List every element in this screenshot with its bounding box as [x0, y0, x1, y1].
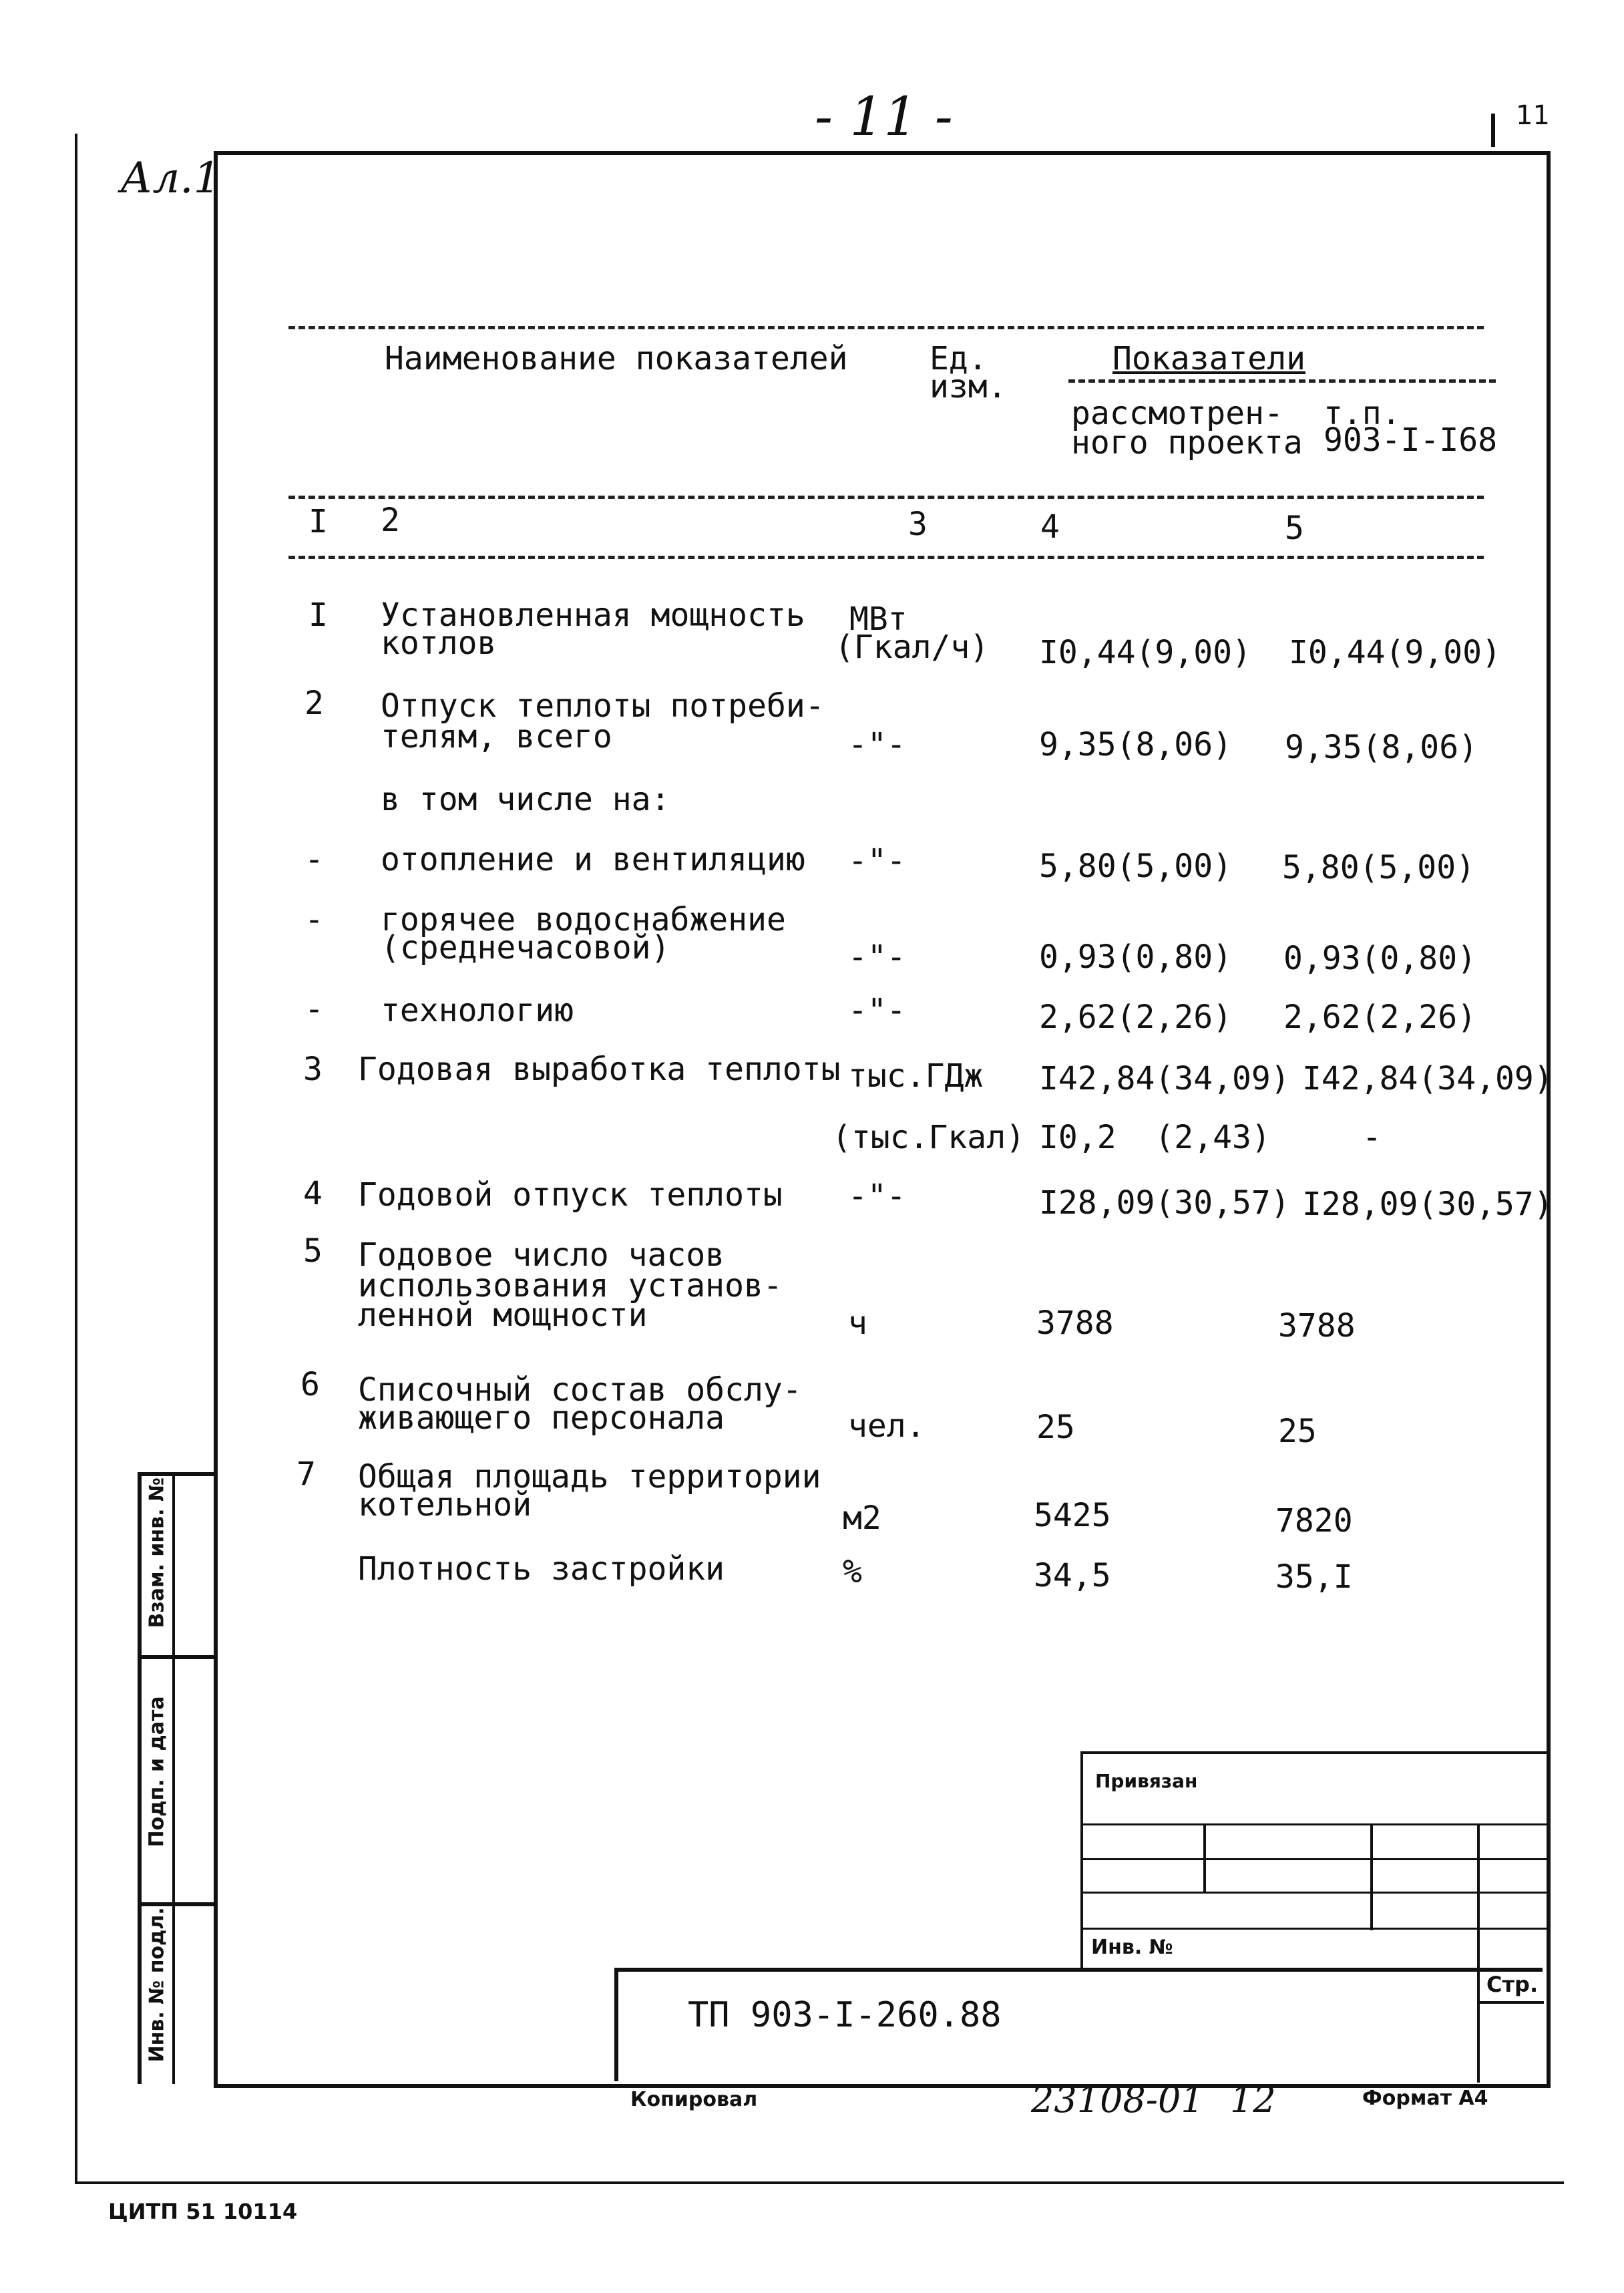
- sheet-mark: Ал.1: [120, 154, 221, 203]
- row-unit: -"-: [848, 842, 906, 880]
- row-name-line: (среднечасовой): [381, 929, 670, 966]
- row-name-line: телям, всего: [381, 718, 612, 755]
- side-strip-div1: [138, 1655, 216, 1659]
- row-unit: чел.: [848, 1407, 926, 1445]
- header-bottom-rule: [288, 496, 1484, 499]
- column-number-5: 5: [1285, 510, 1304, 547]
- row-unit: -"-: [848, 938, 906, 976]
- side-label-inv-podl: Инв. № подл.: [145, 1907, 169, 2063]
- title-box-top: [614, 1968, 1543, 1972]
- row-name-line: Общая площадь территории: [358, 1458, 821, 1495]
- row-number: 4: [303, 1175, 323, 1212]
- row-unit: м2: [843, 1500, 881, 1537]
- row-value-col5: 0,93(0,80): [1283, 940, 1476, 977]
- column-number-2: 2: [381, 502, 400, 539]
- footer-format-label: Формат А4: [1362, 2087, 1488, 2110]
- footer-sheet-number: 12: [1230, 2079, 1276, 2121]
- row-name-line: технологию: [381, 992, 574, 1029]
- footer-printer-mark: ЦИТП 51 10114: [108, 2199, 298, 2224]
- row-value-col5: I0,44(9,00): [1289, 634, 1501, 671]
- row-unit: (Гкал/ч): [835, 629, 990, 666]
- title-box-left: [614, 1968, 618, 2081]
- header-tp-2: 903-I-I68: [1324, 421, 1498, 459]
- row-number: 3: [303, 1051, 323, 1088]
- stamp-inv-no-label: Инв. №: [1091, 1936, 1173, 1959]
- row-name-line: в том числе на:: [381, 781, 670, 818]
- row-number: -: [304, 991, 324, 1028]
- row-number: 2: [304, 685, 324, 722]
- row-value-col4: 2,62(2,26): [1039, 999, 1232, 1036]
- title-box-page-div: [1477, 2001, 1544, 2004]
- stamp-outer-left: [1080, 1751, 1083, 1972]
- row-name-line: Плотность застройки: [358, 1550, 725, 1588]
- row-value-col4: 9,35(8,06): [1039, 726, 1232, 763]
- row-value-col4: I28,09(30,57): [1039, 1184, 1290, 1222]
- row-unit: ч: [848, 1304, 867, 1342]
- row-name-line: отопление и вентиляцию: [381, 841, 805, 878]
- header-considered-1: рассмотрен-: [1071, 395, 1283, 432]
- header-considered-2: ного проекта: [1071, 424, 1303, 462]
- outer-left-border: [75, 134, 77, 2184]
- row-name-line: живающего персонала: [358, 1399, 725, 1437]
- row-unit: тыс.ГДж: [848, 1057, 984, 1095]
- stamp-privyazan-label: Привязан: [1095, 1770, 1198, 1792]
- row-name-line: Отпуск теплоты потреби-: [381, 687, 825, 725]
- side-label-podp-data: Подп. и дата: [145, 1696, 169, 1847]
- row-value-col4: 34,5: [1034, 1557, 1111, 1594]
- row-name-line: Годовое число часов: [358, 1236, 725, 1274]
- row-number: 7: [296, 1455, 316, 1493]
- header-name-label: Наименование показателей: [385, 340, 848, 377]
- indicators-rule: [1068, 379, 1496, 383]
- stamp-col-3: [1477, 1823, 1480, 2083]
- row-unit: -"-: [848, 992, 906, 1029]
- row-value-col4: I0,44(9,00): [1039, 634, 1251, 671]
- side-strip-top: [138, 1472, 216, 1476]
- row-name-line: использования установ-: [358, 1267, 783, 1304]
- row-unit: (тыс.Гкал): [832, 1119, 1025, 1156]
- row-value-col4: 3788: [1036, 1304, 1114, 1342]
- stamp-top: [1080, 1751, 1548, 1754]
- row-name-line: Годовой отпуск теплоты: [358, 1176, 783, 1214]
- row-name-line: Годовая выработка теплоты: [358, 1051, 841, 1088]
- row-value-col5: 7820: [1275, 1502, 1353, 1540]
- row-name-line: горячее водоснабжение: [381, 901, 786, 938]
- column-number-1: I: [309, 503, 328, 540]
- footer-copied-label: Копировал: [630, 2088, 758, 2111]
- row-value-col4: 0,93(0,80): [1039, 938, 1232, 976]
- corner-page-number: 11: [1516, 100, 1550, 131]
- row-name-line: котлов: [381, 625, 497, 662]
- side-strip-inner: [172, 1472, 175, 2084]
- column-number-4: 4: [1040, 508, 1060, 546]
- row-value-col4: 25: [1036, 1409, 1075, 1446]
- header-unit-label-2: изм.: [930, 368, 1007, 405]
- header-unit-label-1: Ед.: [930, 340, 988, 377]
- row-value-col5: 2,62(2,26): [1283, 999, 1476, 1036]
- row-unit: %: [843, 1553, 862, 1590]
- row-number: I: [309, 596, 328, 634]
- page-number-handwritten: - 11 -: [815, 85, 953, 148]
- column-numbers-rule: [288, 556, 1484, 559]
- header-indicators-label: Показатели: [1112, 340, 1305, 377]
- row-name-line: котельной: [358, 1486, 532, 1524]
- side-label-vzam-inv: Взам. инв. №: [145, 1477, 169, 1628]
- header-tp-1: т.п.: [1324, 395, 1401, 432]
- row-number: 5: [303, 1232, 323, 1270]
- row-unit: -"-: [848, 726, 906, 763]
- row-name-line: ленной мощности: [358, 1296, 648, 1334]
- row-value-col4: 5425: [1034, 1497, 1111, 1534]
- row-value-col5: 35,I: [1275, 1558, 1353, 1596]
- row-value-col4: I0,2 (2,43): [1039, 1119, 1271, 1156]
- stamp-page-label: Стр.: [1486, 1972, 1539, 1997]
- side-strip-left: [138, 1472, 142, 2084]
- row-value-col5: I28,09(30,57): [1302, 1186, 1553, 1223]
- row-unit: -"-: [848, 1178, 906, 1215]
- document-code: ТП 903-I-260.88: [688, 1995, 1002, 2035]
- row-value-col5: 25: [1278, 1413, 1317, 1450]
- row-number: -: [304, 841, 324, 878]
- row-value-col5: -: [1362, 1119, 1382, 1156]
- row-value-col5: 5,80(5,00): [1282, 849, 1475, 886]
- row-value-col5: 3788: [1278, 1307, 1356, 1345]
- stamp-col-2: [1370, 1823, 1373, 1930]
- side-strip-div2: [138, 1902, 216, 1906]
- row-number: 6: [300, 1366, 320, 1403]
- column-number-3: 3: [908, 506, 928, 543]
- row-number: -: [304, 901, 324, 938]
- outer-bottom-border: [75, 2181, 1564, 2184]
- header-top-rule: [288, 326, 1484, 329]
- row-value-col5: 9,35(8,06): [1285, 729, 1478, 766]
- stamp-col-1: [1203, 1823, 1206, 1893]
- corner-tick: [1491, 114, 1495, 147]
- footer-order-number: 23108-01: [1031, 2079, 1204, 2121]
- row-name-line: Установленная мощность: [381, 596, 805, 634]
- row-value-col5: I42,84(34,09): [1302, 1060, 1553, 1097]
- row-value-col4: I42,84(34,09): [1039, 1060, 1290, 1097]
- row-name-line: Списочный состав обслу-: [358, 1371, 802, 1409]
- row-value-col4: 5,80(5,00): [1039, 848, 1232, 885]
- row-unit: МВт: [849, 600, 907, 638]
